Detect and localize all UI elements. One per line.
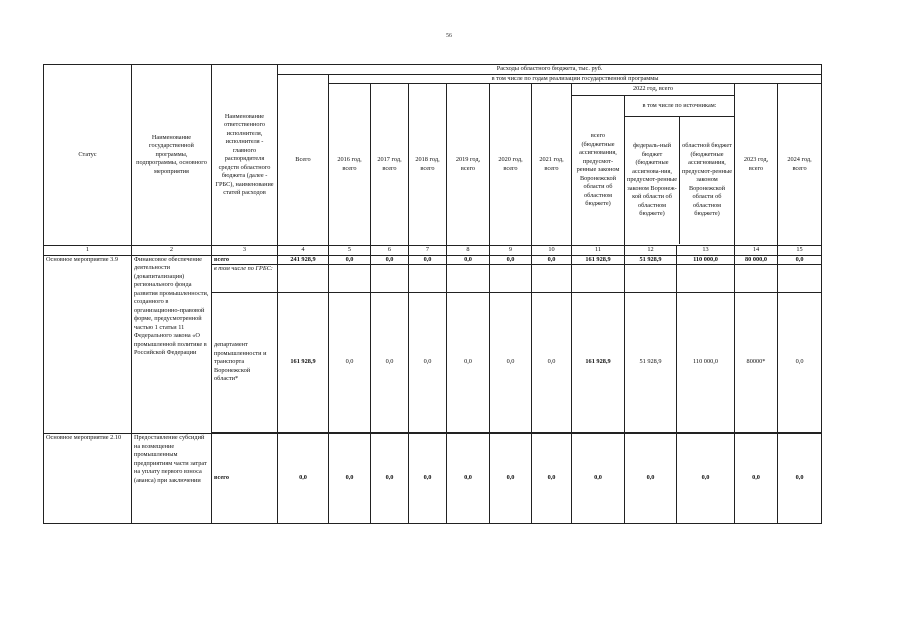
col-number: 12 — [625, 246, 677, 256]
header-executor: Наименование ответственного исполнителя, исполнителя - главного распорядителя средств областного бюджета (далее - ГРБС), наименование статей расходов — [212, 65, 278, 246]
empty-cell — [625, 265, 677, 293]
value-cell: 51 928,9 — [625, 293, 677, 433]
header-federal: федераль-ный бюджет (бюджетные ассигнова-ния, предусмот-ренные законом Воронеж-кой области об областном бюджете) — [625, 116, 680, 244]
header-2022: 2022 год, всего — [572, 84, 735, 96]
header-by-years: в том числе по годам реализации государственной программы — [329, 74, 822, 84]
value-cell: 51 928,9 — [625, 255, 677, 265]
header-2016: 2016 год, всего — [329, 84, 371, 246]
header-regional: областной бюджет (бюджетные ассигнования, предусмот-ренные законом Воронежской области об областном бюджете) — [682, 142, 732, 217]
col-number: 13 — [677, 246, 735, 256]
value-cell: 0,0 — [371, 255, 409, 265]
value-cell: 0,0 — [778, 434, 822, 524]
sources-subtable — [625, 96, 734, 244]
empty-cell — [572, 265, 625, 293]
empty-cell — [735, 265, 778, 293]
header-2021: 2021 год, всего — [532, 84, 572, 246]
header-program-name: Наименование государственной программы, подпрограммы, основного мероприятия — [132, 65, 212, 246]
table-row — [44, 255, 822, 265]
value-cell: 0,0 — [625, 434, 677, 524]
value-cell: 0,0 — [490, 255, 532, 265]
value-cell: 110 000,0 — [677, 293, 735, 433]
col-number: 15 — [778, 246, 822, 256]
value-cell: 0,0 — [371, 293, 409, 433]
value-cell: 110 000,0 — [677, 255, 735, 265]
row-status: Основное мероприятие 2.10 — [44, 434, 132, 524]
header-status: Статус — [44, 65, 132, 246]
value-cell: 0,0 — [677, 434, 735, 524]
header-2024: 2024 год, всего — [778, 84, 822, 246]
value-cell: 161 928,9 — [278, 293, 329, 433]
header-by-sources: в том числе по источникам: — [625, 96, 734, 116]
row-status: Основное мероприятие 3.9 — [44, 255, 132, 434]
row-grbs-label: в том числе по ГРБС: — [212, 265, 278, 293]
empty-cell — [677, 265, 735, 293]
value-cell: 0,0 — [409, 434, 447, 524]
value-cell: 0,0 — [490, 434, 532, 524]
header-sources-block — [625, 96, 735, 246]
header-2020: 2020 год, всего — [490, 84, 532, 246]
empty-cell — [278, 265, 329, 293]
col-number: 4 — [278, 246, 329, 256]
empty-cell — [329, 265, 371, 293]
value-cell: 0,0 — [329, 434, 371, 524]
value-cell: 0,0 — [778, 293, 822, 433]
value-cell: 0,0 — [409, 255, 447, 265]
empty-cell — [778, 265, 822, 293]
empty-cell — [447, 265, 490, 293]
row-dept-label: департамент промышленности и транспорта Воронежской области* — [212, 293, 278, 433]
col-number: 6 — [371, 246, 409, 256]
column-number-row — [44, 246, 822, 256]
value-cell: 0,0 — [409, 293, 447, 433]
value-cell: 0,0 — [490, 293, 532, 433]
col-number: 2 — [132, 246, 212, 256]
header-total: Всего — [278, 74, 329, 246]
col-number: 7 — [409, 246, 447, 256]
header-expenses: Расходы областного бюджета, тыс. руб. — [278, 65, 822, 75]
header-2017: 2017 год, всего — [371, 84, 409, 246]
value-cell: 0,0 — [329, 293, 371, 433]
header-2019: 2019 год, всего — [447, 84, 490, 246]
col-number: 10 — [532, 246, 572, 256]
col-number: 3 — [212, 246, 278, 256]
col-number: 1 — [44, 246, 132, 256]
value-cell: 0,0 — [447, 293, 490, 433]
budget-table — [43, 64, 822, 524]
header-2023: 2023 год, всего — [735, 84, 778, 246]
value-cell: 0,0 — [278, 434, 329, 524]
col-number: 9 — [490, 246, 532, 256]
header-2022-total: всего (бюджетные ассигнования, предусмот-ренные законом Воронежской области об областном бюджете) — [572, 96, 625, 246]
table-row — [44, 434, 822, 524]
value-cell: 0,0 — [572, 434, 625, 524]
value-cell: 0,0 — [778, 255, 822, 265]
empty-cell — [409, 265, 447, 293]
col-number: 11 — [572, 246, 625, 256]
col-number: 14 — [735, 246, 778, 256]
col-number: 5 — [329, 246, 371, 256]
value-cell: 0,0 — [447, 434, 490, 524]
value-cell: 0,0 — [532, 434, 572, 524]
empty-cell — [490, 265, 532, 293]
value-cell: 0,0 — [532, 255, 572, 265]
row-total-label: всего — [212, 434, 278, 524]
value-cell: 80 000,0 — [735, 255, 778, 265]
value-cell: 241 928,9 — [278, 255, 329, 265]
value-cell: 0,0 — [371, 434, 409, 524]
value-cell: 80000* — [735, 293, 778, 433]
row-name: Финансовое обеспечение деятельности (докапитализация) регионального фонда развития промышленности, созданного в организационно-правовой форме, предусмотренной частью 1 статьи 11 Федерального закона «О промышленной политике в Российской Федерации — [132, 255, 212, 434]
page-number: 56 — [446, 33, 452, 39]
row-name: Предоставление субсидий на возмещение промышленным предприятиям части затрат на уплату первого взноса (аванса) при заключении — [132, 434, 212, 524]
value-cell: 161 928,9 — [572, 293, 625, 433]
value-cell: 0,0 — [329, 255, 371, 265]
value-cell: 0,0 — [532, 293, 572, 433]
empty-cell — [532, 265, 572, 293]
row-total-label: всего — [212, 255, 278, 265]
col-number: 8 — [447, 246, 490, 256]
value-cell: 161 928,9 — [572, 255, 625, 265]
value-cell: 0,0 — [447, 255, 490, 265]
empty-cell — [371, 265, 409, 293]
value-cell: 0,0 — [735, 434, 778, 524]
header-2018: 2018 год, всего — [409, 84, 447, 246]
